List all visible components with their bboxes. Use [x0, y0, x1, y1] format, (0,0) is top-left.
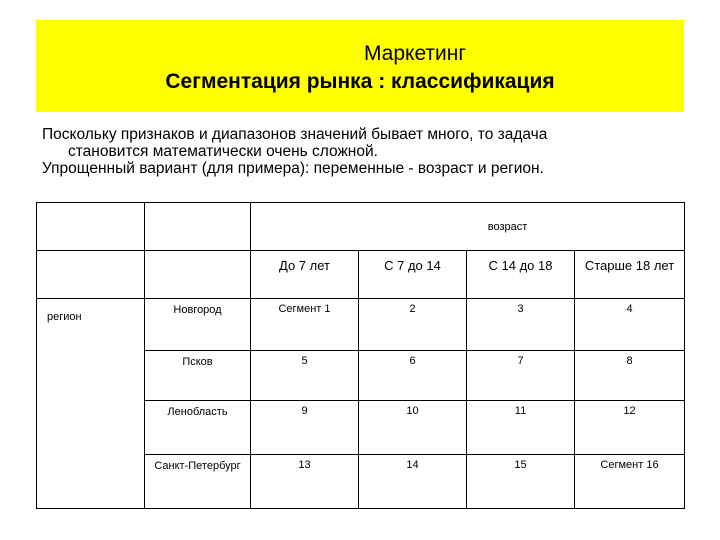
table-cell: 13 [251, 455, 359, 509]
column-header: Старше 18 лет [575, 251, 685, 299]
page-title: Маркетинг [363, 42, 467, 65]
table-cell: 4 [575, 299, 685, 351]
table-cell: 2 [359, 299, 467, 351]
column-header: До 7 лет [251, 251, 359, 299]
row-header: Санкт-Петербург [145, 455, 251, 509]
region-header: регион [37, 299, 145, 509]
corner-cell [37, 203, 145, 251]
intro-line-3: Упрощенный вариант (для примера): переменные - возраст и регион. [42, 160, 544, 177]
table-cell: 9 [251, 401, 359, 455]
intro-text [42, 126, 682, 177]
title-banner [36, 20, 684, 112]
segmentation-table [36, 202, 685, 509]
table-cell: 15 [467, 455, 575, 509]
age-header: возраст [251, 203, 685, 251]
table-cell: Сегмент 16 [575, 455, 685, 509]
column-header: С 14 до 18 [467, 251, 575, 299]
intro-line-1: Поскольку признаков и диапазонов значений бывает много, то задача [42, 126, 548, 143]
table-cell: 10 [359, 401, 467, 455]
table-cell: 12 [575, 401, 685, 455]
table-cell: 3 [467, 299, 575, 351]
table-cell: 6 [359, 351, 467, 401]
column-header: С 7 до 14 [359, 251, 467, 299]
corner-cell-2 [145, 203, 251, 251]
table-cell: 5 [251, 351, 359, 401]
row-header-spacer [145, 251, 251, 299]
table-cell: 8 [575, 351, 685, 401]
table-cell: 7 [467, 351, 575, 401]
table-cell: 14 [359, 455, 467, 509]
page-subtitle: Сегментация рынка : классификация [165, 70, 555, 93]
row-header: Новгород [145, 299, 251, 351]
row-header: Псков [145, 351, 251, 401]
table-cell: 11 [467, 401, 575, 455]
table-cell: Сегмент 1 [251, 299, 359, 351]
region-header-spacer [37, 251, 145, 299]
row-header: Ленобласть [145, 401, 251, 455]
intro-line-2: становится математически очень сложной. [68, 143, 378, 160]
